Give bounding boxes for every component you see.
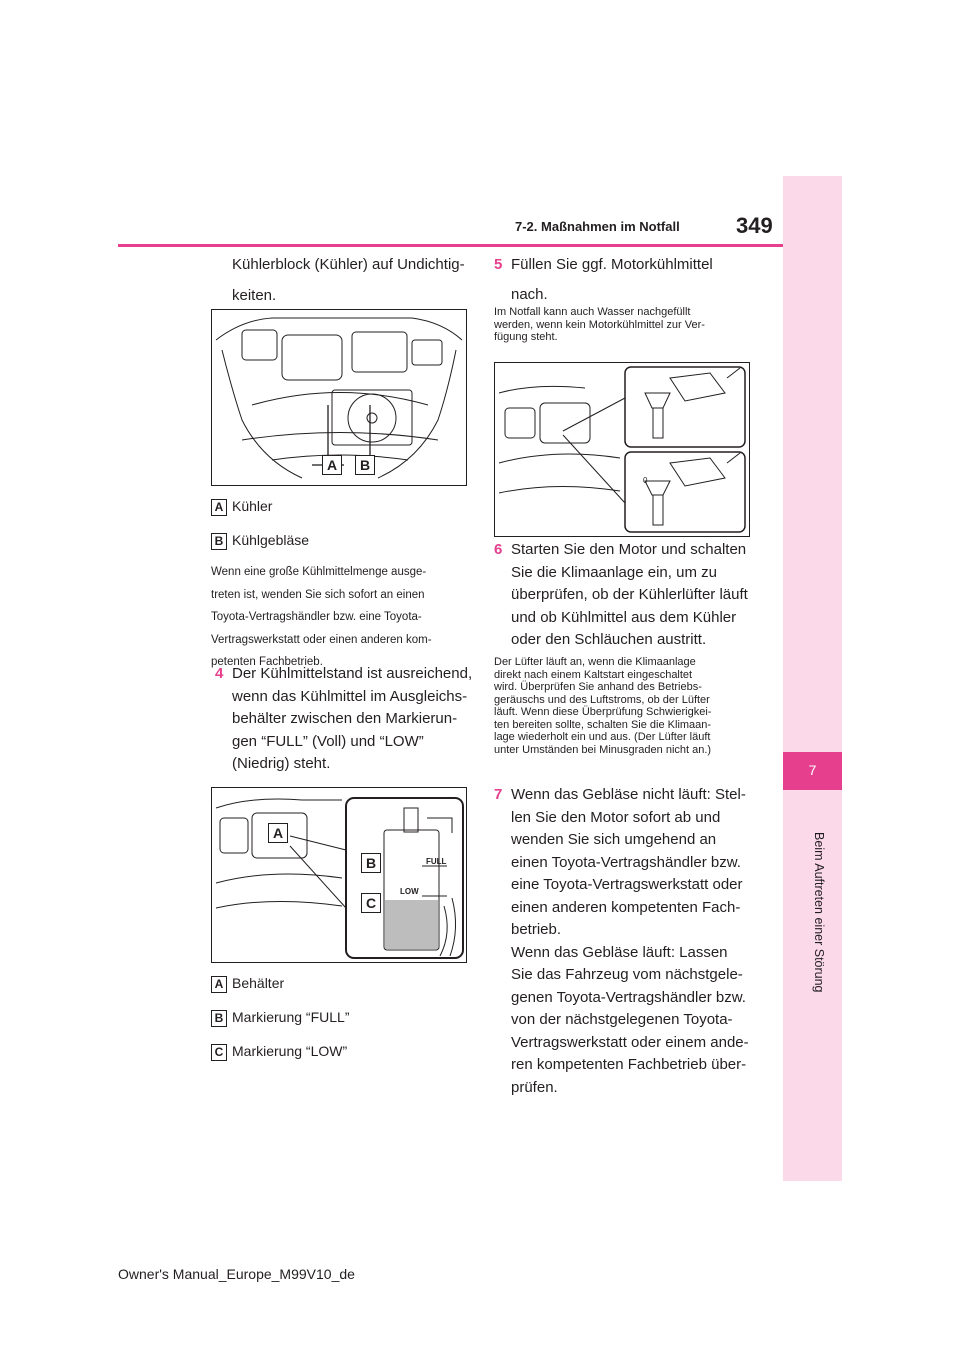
- legend-key-a: A: [211, 499, 227, 516]
- step-7-text: Wenn das Gebläse nicht läuft: Stel- len Sie den Motor sofort ab und wenden Sie sich umgehend an einen Toyota-Vertragshändler bzw. eine Toyota-Vertragswerkstatt oder einen anderen kompetenten Fach- betrieb. Wenn das Gebläse läuft: Lassen Sie das Fahrzeug vom nächstgele- genen Toyota-Vertragshändler bzw. von der nächstgelegenen Toyota- Vertragswerkstatt oder einem ande- ren kompetenten Fachbetrieb über- prüfen.: [511, 786, 749, 1096]
- legend-key-c2: C: [211, 1044, 227, 1061]
- step-6: [494, 539, 764, 654]
- legend-label-radiator: Kühler: [232, 498, 273, 514]
- fig2-label-a: A: [268, 823, 288, 843]
- step-6-text: Starten Sie den Motor und schalten Sie die Klimaanlage ein, um zu überprüfen, ob der Kühlerlüfter läuft und ob Kühlmittel aus dem Kühler oder den Schläuchen austritt.: [511, 541, 748, 648]
- chapter-number: 7: [808, 762, 817, 778]
- water-note: Im Notfall kann auch Wasser nachgefüllt werden, wenn kein Motorkühlmittel zur Ver- fügung steht.: [494, 306, 705, 343]
- legend-label-low: Markierung “LOW”: [232, 1043, 348, 1059]
- fig1-label-b: B: [355, 455, 375, 475]
- section-title: 7-2. Maßnahmen im Notfall: [515, 219, 680, 234]
- leak-note: Wenn eine große Kühlmittelmenge ausge- treten ist, wenden Sie sich sofort an einen Toyota-Vertragshändler bzw. eine Toyota- Vertragswerkstatt oder einen anderen kom- petenten Fachbetrieb.: [211, 566, 432, 668]
- reservoir-figure: [211, 787, 467, 963]
- low-mark: LOW: [400, 887, 419, 896]
- step-4-number: 4: [215, 665, 224, 682]
- step-5: [494, 254, 754, 304]
- fan-check-note: Der Lüfter läuft an, wenn die Klimaanlage direkt nach einem Kaltstart eingeschaltet wird. Überprüfen Sie anhand des Betriebs- geräuschs und des Luftstroms, ob der Lüfter läuft. Wenn diese Überprüfung Schwierigkei- ten bereiten sollte, schalten Sie die Klimaan- lage wiederholt ein und aus. (Der Lüfter läuft unter Umständen bei Minusgraden nicht an.): [494, 656, 712, 756]
- full-mark: FULL: [426, 857, 447, 866]
- refill-illustration: [495, 363, 749, 536]
- step-5-text: Füllen Sie ggf. Motorkühlmittel nach.: [511, 256, 713, 303]
- engine-bay-figure: [211, 309, 467, 486]
- step-7: [494, 784, 764, 1104]
- legend-label-reservoir: Behälter: [232, 975, 285, 991]
- intro-text: Kühlerblock (Kühler) auf Undichtig- keiten.: [232, 256, 465, 304]
- chapter-sidebar: [783, 176, 842, 1181]
- step-6-number: 6: [494, 541, 503, 558]
- page-number: 349: [736, 213, 773, 238]
- fig2-label-b: B: [361, 853, 381, 873]
- legend-key-b2: B: [211, 1010, 227, 1027]
- footer-text: Owner's Manual_Europe_M99V10_de: [118, 1266, 355, 1282]
- legend-label-fan: Kühlgebläse: [232, 532, 310, 548]
- step-7-number: 7: [494, 786, 503, 803]
- legend-key-b: B: [211, 533, 227, 550]
- fig1-label-a: A: [322, 455, 342, 475]
- svg-text:0: 0: [643, 476, 648, 485]
- legend-key-a2: A: [211, 976, 227, 993]
- step-5-number: 5: [494, 256, 503, 273]
- reservoir-illustration: [212, 788, 466, 962]
- fig2-label-c: C: [361, 893, 381, 913]
- chapter-title: Beim Auftreten einer Störung: [812, 832, 826, 993]
- legend-label-full: Markierung “FULL”: [232, 1009, 350, 1025]
- refill-figure: [494, 362, 750, 537]
- step-4: [215, 663, 475, 778]
- header-rule: [118, 244, 783, 247]
- step-4-text: Der Kühlmittelstand ist ausreichend, wenn das Kühlmittel im Ausgleichs- behälter zwischen den Markierun- gen “FULL” (Voll) und “LOW” (Niedrig) steht.: [232, 665, 473, 772]
